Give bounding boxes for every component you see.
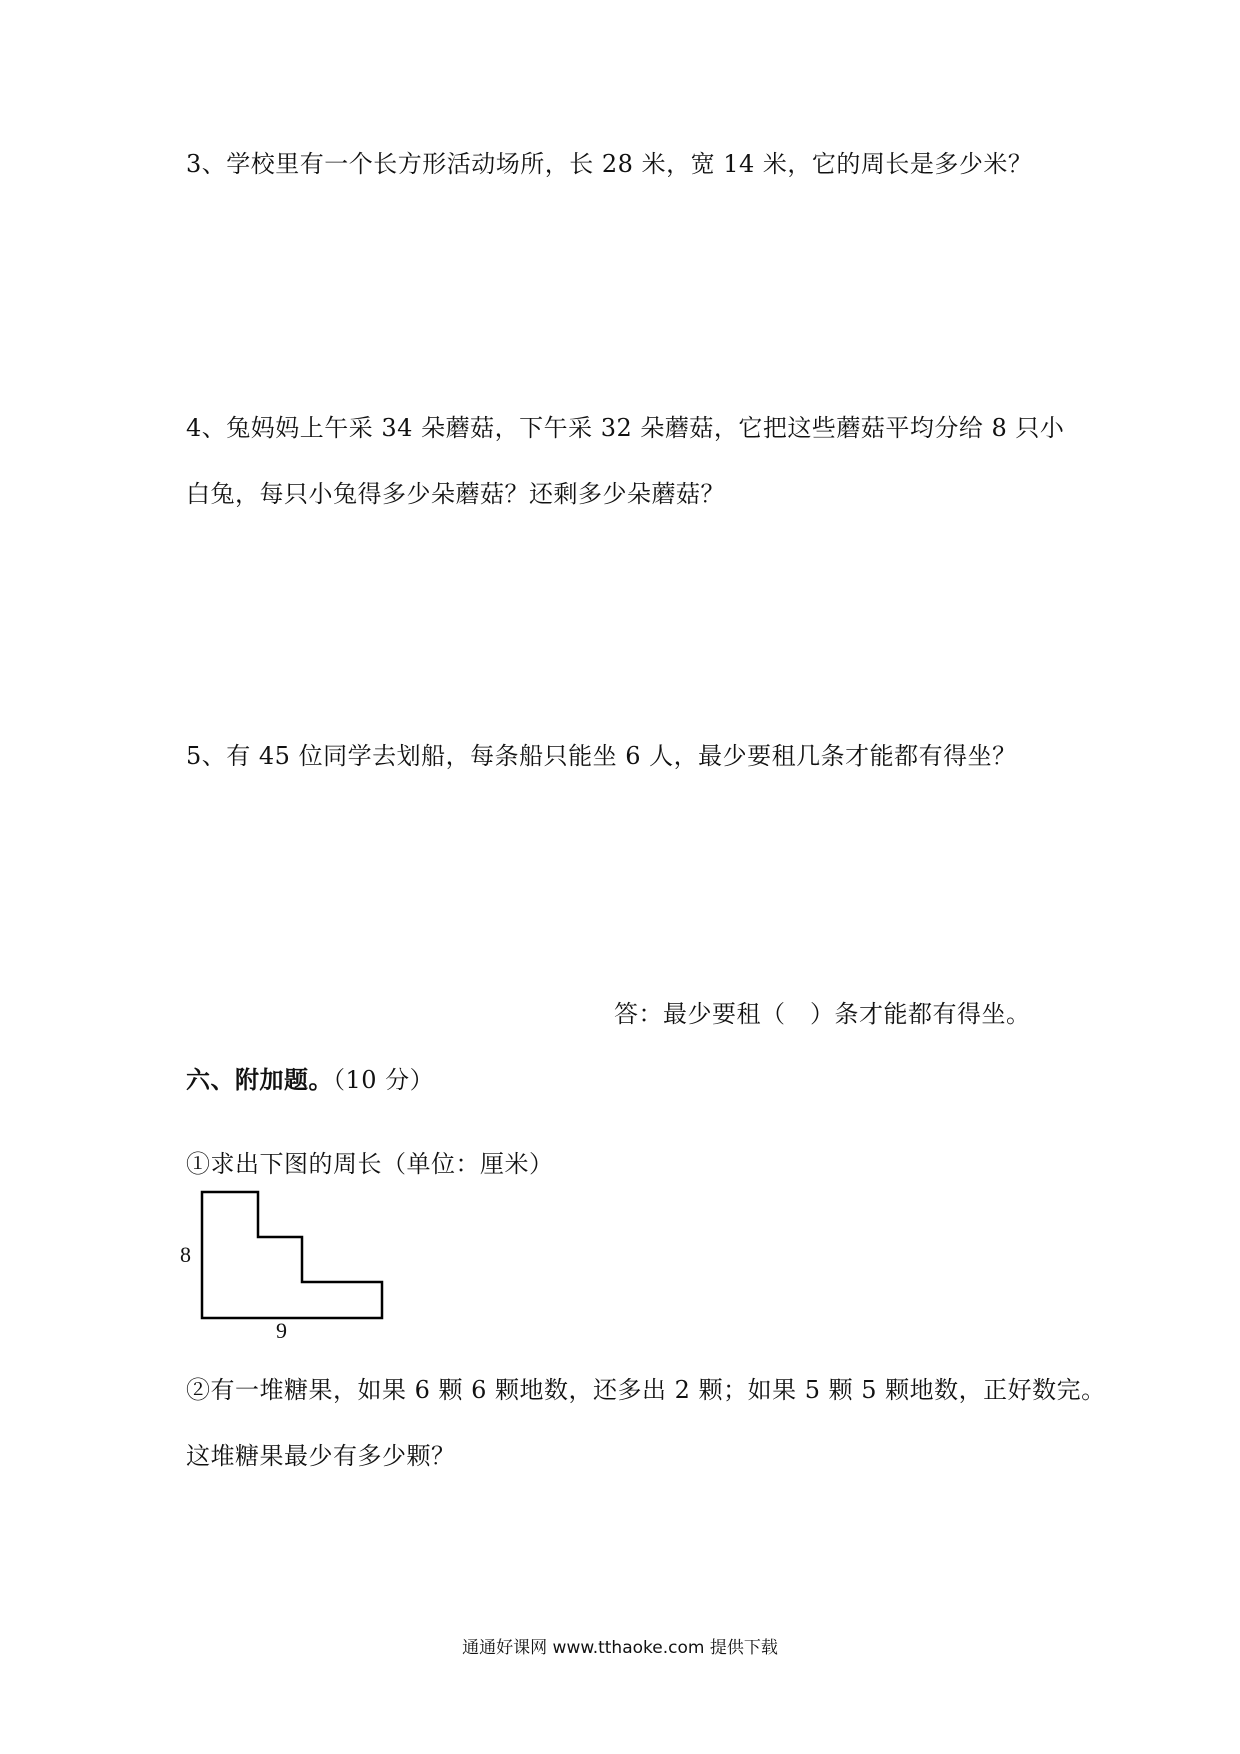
- question-5-text: 5、有 45 位同学去划船，每条船只能坐 6 人，最少要租几条才能都有得坐？: [186, 742, 1017, 770]
- perimeter-figure: [170, 1190, 400, 1340]
- height-label: 8: [180, 1242, 191, 1267]
- section-6-points: （10 分）: [333, 1066, 435, 1094]
- section-6-heading: 六、附加题。: [186, 1065, 333, 1094]
- stepped-shape-diagram: [170, 1190, 400, 1340]
- stepped-shape-outline: [202, 1192, 382, 1318]
- section-6-item-2-line-2: 这堆糖果最少有多少颗？: [186, 1442, 456, 1470]
- section-6-item-2-line-1: ②有一堆糖果，如果 6 颗 6 颗地数，还多出 2 颗；如果 5 颗 5 颗地数，正好数完。: [186, 1376, 1106, 1404]
- section-6-item-1-text: ①求出下图的周长（单位：厘米）: [186, 1150, 554, 1178]
- question-3-text: 3、学校里有一个长方形活动场所，长 28 米，宽 14 米，它的周长是多少米？: [186, 150, 1033, 178]
- footer-text: 通通好课网 www.tthaoke.com 提供下载: [462, 1638, 778, 1658]
- question-4-line-1: 4、兔妈妈上午采 34 朵蘑菇，下午采 32 朵蘑菇，它把这些蘑菇平均分给 8 只小: [186, 414, 1065, 442]
- section-6-header: [186, 1064, 434, 1096]
- question-5-answer: 答：最少要租（ ）条才能都有得坐。: [614, 1000, 1031, 1028]
- width-label: 9: [276, 1318, 287, 1340]
- question-4-line-2: 白兔，每只小兔得多少朵蘑菇？还剩多少朵蘑菇？: [186, 480, 725, 508]
